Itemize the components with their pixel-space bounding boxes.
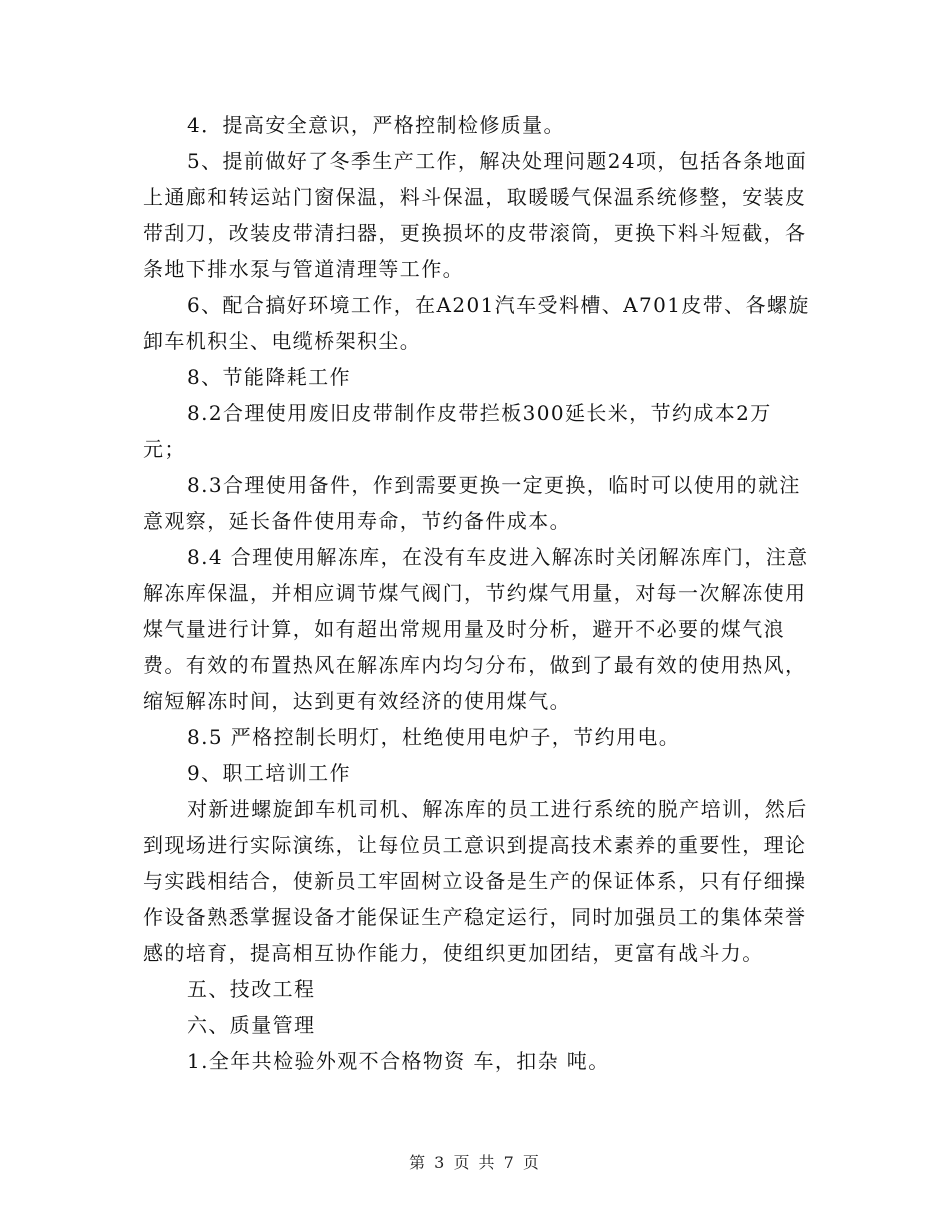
paragraph-8-4: 8.4 合理使用解冻库，在没有车皮进入解冻时关闭解冻库门，注意解冻库保温，并相应调节煤气阀门，节约煤气用量，对每一次解冻使用煤气量进行计算，如有超出常规用量及时分析，避开不必要的煤气浪费。有效的布置热风在解冻库内均匀分布，做到了最有效的使用热风，缩短解冻时间，达到更有效经济的使用煤气。	[143, 545, 809, 713]
paragraph-winter-production: 5、提前做好了冬季生产工作，解决处理问题24项，包括各条地面上通廊和转运站门窗保温，料斗保温，取暖暖气保温系统修整，安装皮带刮刀，改装皮带清扫器，更换损坏的皮带滚筒，更换下料斗短截，各条地下排水泵与管道清理等工作。	[143, 149, 808, 281]
paragraph-item-4: 4．提高安全意识，严格控制检修质量。	[187, 113, 565, 137]
page-footer: 第 3 页 共 7 页	[409, 1153, 541, 1172]
paragraph-8-3: 8.3合理使用备件，作到需要更换一定更换，临时可以使用的就注意观察，延长备件使用寿命，节约备件成本。	[143, 473, 801, 533]
paragraph-training-details: 对新进螺旋卸车机司机、解冻库的员工进行系统的脱产培训，然后到现场进行实际演练，让每位员工意识到提高技术素养的重要性，理论与实践相结合，使新员工牢固树立设备是生产的保证体系，只有仔细操作设备熟悉掌握设备才能保证生产稳定运行，同时加强员工的集体荣誉感的培育，提高相互协作能力，使组织更加团结，更富有战斗力。	[143, 797, 808, 965]
document-body	[143, 107, 813, 1079]
section-staff-training: 9、职工培训工作	[187, 761, 351, 785]
paragraph-8-5: 8.5 严格控制长明灯，杜绝使用电炉子，节约用电。	[187, 725, 681, 749]
section-energy-saving: 8、节能降耗工作	[187, 365, 351, 389]
paragraph-environment-work: 6、配合搞好环境工作，在A201汽车受料槽、A701皮带、各螺旋卸车机积尘、电缆桥架积尘。	[143, 293, 810, 353]
paragraph-quality-inspection: 1.全年共检验外观不合格物资 车，扣杂 吨。	[187, 1049, 610, 1073]
section-technical-renovation: 五、技改工程	[187, 977, 316, 1001]
paragraph-8-2: 8.2合理使用废旧皮带制作皮带拦板300延长米，节约成本2万元；	[143, 401, 772, 461]
section-quality-management: 六、质量管理	[187, 1013, 316, 1037]
